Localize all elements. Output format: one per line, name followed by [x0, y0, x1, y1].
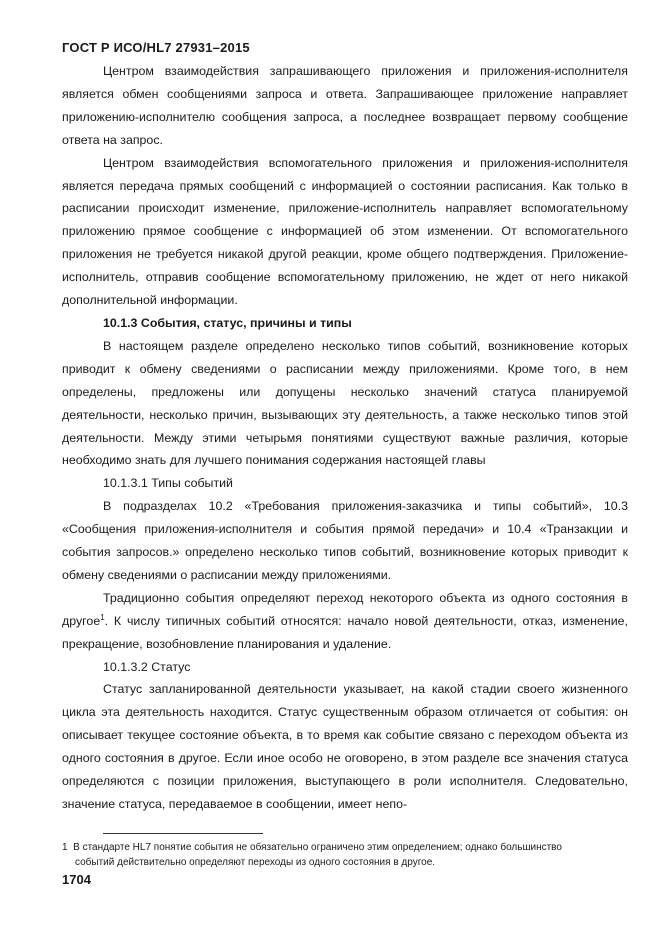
paragraph: В подразделах 10.2 «Требования приложения-заказчика и типы событий», 10.3 «Сообщения приложения-исполнителя и события прямой передачи» и 10.4 «Транзакции и события запросов.» определено несколько типов событий, возникновение которых приводит к обмену сведениями о расписании между приложениями. — [62, 499, 628, 582]
footnote-line: событий действительно определяют переходы из одного состояния в другое. — [75, 856, 436, 868]
section-heading: 10.1.3 События, статус, причины и типы — [103, 315, 352, 330]
page-number: 1704 — [62, 872, 91, 887]
subsection-heading: 10.1.3.1 Типы событий — [103, 476, 233, 491]
footnote-line — [62, 841, 628, 856]
subsection-heading: 10.1.3.2 Статус — [103, 659, 191, 674]
document-header: ГОСТ Р ИСО/HL7 27931–2015 — [62, 40, 250, 55]
paragraph: В настоящем разделе определено несколько типов событий, возникновение которых приводит к обмену сведениями о расписании между приложениями. Кроме того, в нем определены, предложены или допущены несколько значений статуса планируемой деятельности, несколько причин, вызывающих эту деятельность, а также несколько типов этой деятельности. Между этими четырьмя понятиями существуют важные различия, которые необходимо знать для лучшего понимания содержания настоящей главы — [62, 338, 628, 468]
footnote-text: В стандарте HL7 понятие события не обязательно ограничено этим определением; однако большинство — [73, 842, 562, 853]
paragraph: Центром взаимодействия запрашивающего приложения и приложения-исполнителя является обмен сообщениями запроса и ответа. Запрашивающее приложение направляет приложению-исполнителю сообщения запроса, а последнее возвращает первому сообщение ответа на запрос. — [62, 64, 628, 147]
paragraph-text: Традиционно события определяют переход некоторого объекта из одного состояния в другое — [62, 590, 628, 628]
footnote-number: 1 — [62, 842, 68, 853]
footnote-divider — [103, 833, 263, 834]
footnote-reference[interactable]: 1 — [100, 612, 105, 622]
paragraph-text: . К числу типичных событий относятся: начало новой деятельности, отказ, изменение, прекращение, возобновление планирования и удаление. — [62, 613, 628, 651]
paragraph: Статус запланированной деятельности указывает, на какой стадии своего жизненного цикла эта деятельность находится. Статус существенным образом отличается от события: он описывает текущее состояние объекта, в то время как событие связано с переходом объекта из одного состояния в другое. Если иное особо не оговорено, в этом разделе все значения статуса определяются с позиции приложения, выступающего в роли исполнителя. Следовательно, значение статуса, передаваемое в сообщении, имеет непо- — [62, 682, 628, 811]
paragraph: Центром взаимодействия вспомогательного приложения и приложения-исполнителя является передача прямых сообщений с информацией о состоянии расписания. Как только в расписании происходит изменение, приложение-исполнитель направляет вспомогательному приложению прямое сообщение с информацией об этом изменении. От вспомогательного приложения не требуется никакой другой реакции, кроме общего подтверждения. Приложение-исполнитель, отправив сообщение вспомогательному приложению, не ждет от него никакой дополнительной информации. — [62, 155, 628, 308]
footnote — [62, 841, 628, 870]
paragraph — [62, 587, 628, 656]
document-body — [62, 60, 628, 816]
